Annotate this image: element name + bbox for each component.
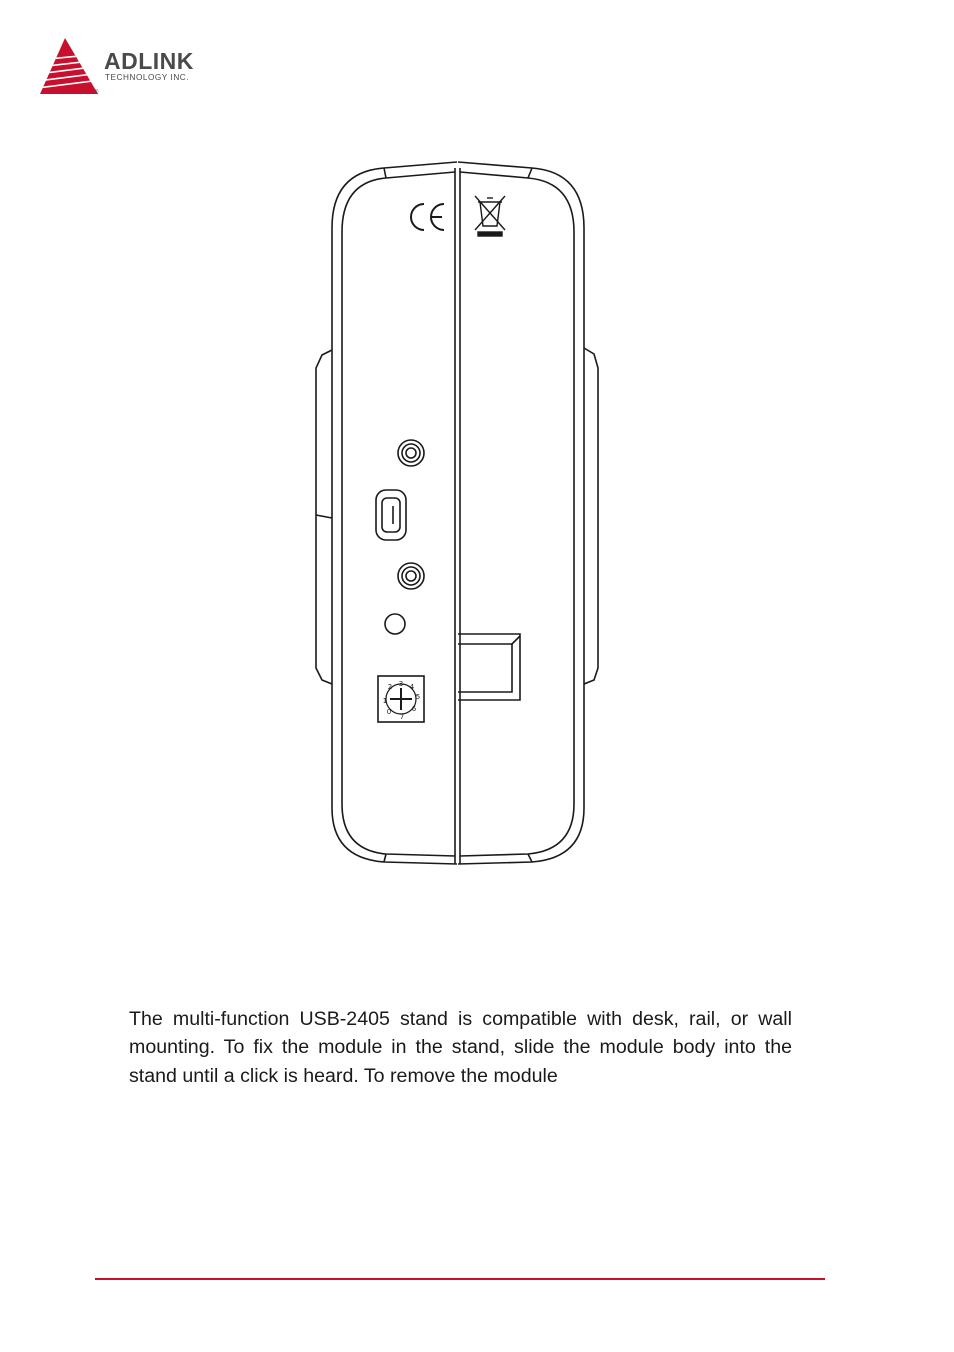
usb-2405-side-view-figure	[300, 158, 620, 878]
company-logo	[38, 36, 238, 98]
switch-digit-3: 6	[411, 705, 417, 713]
sync-connector-bottom-icon	[398, 563, 424, 589]
bottom-left-rib	[384, 854, 386, 862]
ce-mark-icon	[411, 204, 444, 230]
right-housing-inner	[460, 172, 574, 856]
logo-tagline: TECHNOLOGY INC.	[105, 73, 190, 82]
stand-clip	[458, 634, 520, 700]
bottom-right-rib	[528, 854, 532, 862]
switch-digit-5: 0	[386, 708, 392, 716]
adlink-triangle-icon	[38, 36, 100, 98]
switch-digit-4: 7	[399, 713, 405, 721]
usb-port-icon	[376, 490, 406, 540]
right-housing-outline	[458, 162, 584, 864]
top-left-rib	[384, 168, 386, 178]
left-housing-inner	[342, 172, 455, 856]
left-rail-seam	[316, 515, 332, 518]
switch-digit-6: 1	[382, 697, 388, 705]
footer-rule	[95, 1278, 825, 1280]
right-rail-bump	[584, 348, 598, 684]
switch-digit-1: 4	[409, 683, 415, 691]
top-right-rib	[528, 168, 532, 178]
left-housing-outline	[332, 162, 457, 864]
logo-company-name: ADLINK	[104, 48, 194, 74]
switch-digit-7: 2	[387, 683, 393, 691]
weee-bin-icon	[475, 196, 505, 236]
switch-digit-2: 5	[415, 693, 421, 701]
body-paragraph: The multi-function USB-2405 stand is compatible with desk, rail, or wall mounting. To fix the module in the stand, slide the module body into the stand until a click is heard. To remove the module	[129, 1007, 792, 1087]
logo-registered-mark: ®	[94, 90, 99, 96]
switch-digit-0: 3	[398, 680, 404, 688]
sync-connector-top-icon	[398, 440, 424, 466]
led-indicator-icon	[385, 614, 405, 634]
